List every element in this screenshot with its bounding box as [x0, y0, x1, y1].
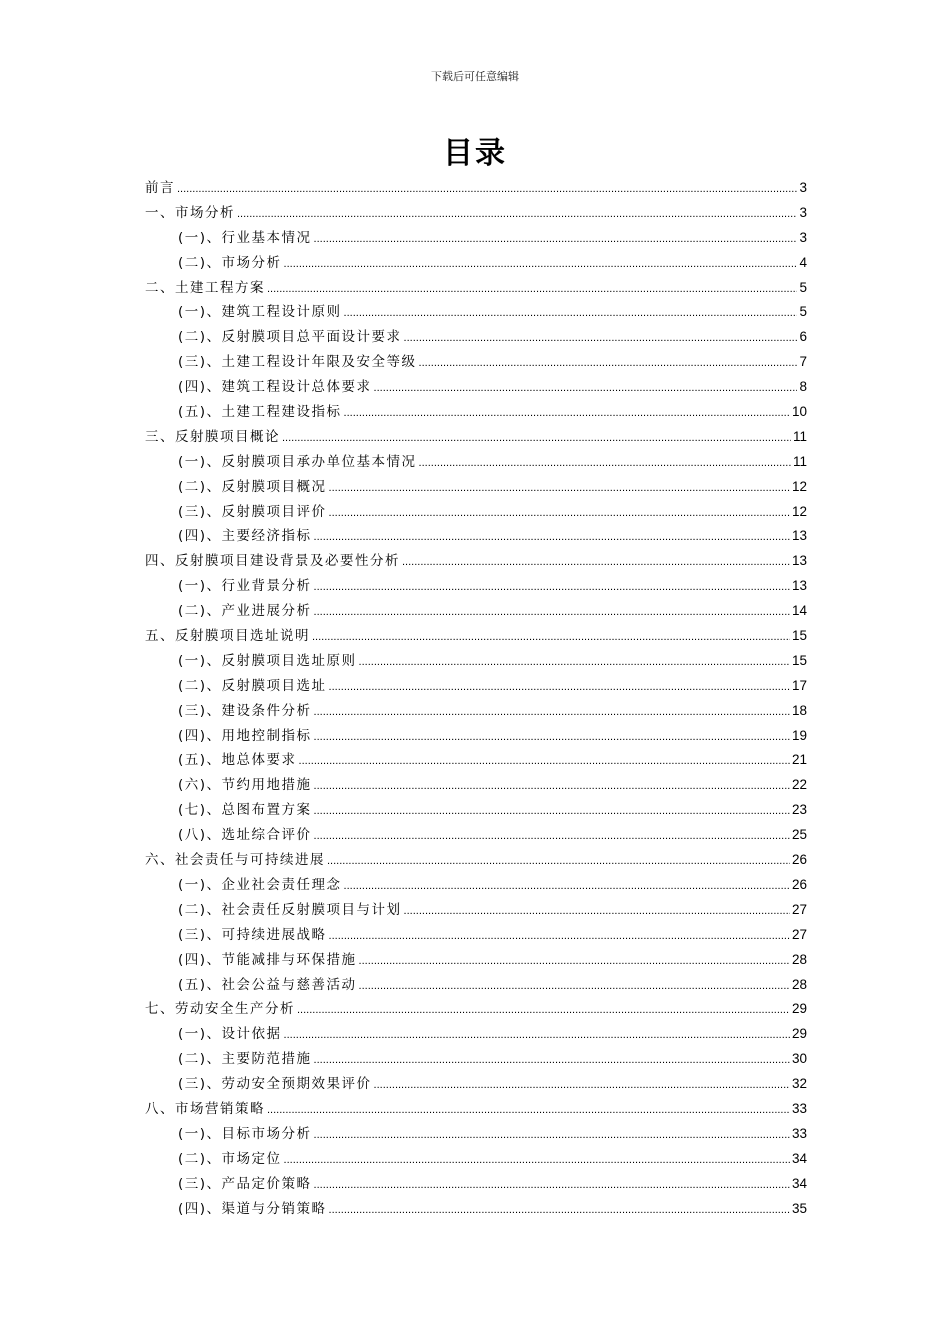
toc-entry-label: (一)、行业基本情况	[178, 229, 312, 246]
toc-dot-leader	[419, 351, 798, 376]
toc-entry[interactable]	[145, 350, 807, 375]
toc-entry-page-number: 28	[791, 951, 807, 967]
toc-entry-page-number: 27	[791, 926, 807, 942]
toc-entry-label: (三)、产品定价策略	[178, 1175, 312, 1192]
toc-dot-leader	[329, 1198, 790, 1223]
toc-entry[interactable]	[145, 1097, 807, 1122]
toc-dot-leader	[402, 550, 790, 575]
toc-entry-page-number: 4	[799, 254, 807, 270]
toc-entry[interactable]	[145, 724, 807, 749]
toc-entry-label: (四)、建筑工程设计总体要求	[178, 379, 372, 396]
toc-dot-leader	[284, 1023, 790, 1048]
toc-entry[interactable]	[145, 226, 807, 251]
toc-entry-page-number: 22	[791, 777, 807, 793]
toc-entry-label: (七)、总图布置方案	[178, 802, 312, 819]
toc-entry-page-number: 13	[791, 528, 807, 544]
page-header: 下载后可任意编辑	[431, 70, 519, 83]
toc-entry[interactable]	[145, 300, 807, 325]
toc-dot-leader	[359, 650, 790, 675]
toc-entry-label: (二)、反射膜项目总平面设计要求	[178, 329, 402, 346]
toc-entry-page-number: 30	[791, 1051, 807, 1067]
toc-entry[interactable]	[145, 1147, 807, 1172]
toc-entry-label: 四、反射膜项目建设背景及必要性分析	[145, 553, 400, 570]
toc-entry-page-number: 33	[791, 1125, 807, 1141]
toc-dot-leader	[314, 774, 790, 799]
toc-entry[interactable]	[145, 400, 807, 425]
toc-entry-page-number: 11	[792, 428, 807, 444]
toc-dot-leader	[297, 998, 790, 1023]
toc-entry-page-number: 29	[791, 1026, 807, 1042]
toc-dot-leader	[284, 252, 798, 277]
toc-entry-page-number: 34	[791, 1175, 807, 1191]
toc-entry-label: 一、市场分析	[145, 204, 235, 221]
toc-entry-page-number: 33	[791, 1100, 807, 1116]
toc-entry[interactable]	[145, 873, 807, 898]
toc-entry-page-number: 25	[791, 827, 807, 843]
toc-dot-leader	[267, 1098, 790, 1123]
toc-dot-leader	[404, 899, 790, 924]
toc-entry-label: 三、反射膜项目概论	[145, 428, 280, 445]
toc-entry-page-number: 35	[791, 1200, 807, 1216]
toc-entry-label: (二)、产业进展分析	[178, 603, 312, 620]
toc-entry-label: 二、土建工程方案	[145, 279, 265, 296]
toc-entry[interactable]	[145, 176, 807, 201]
toc-entry-page-number: 26	[791, 852, 807, 868]
toc-entry-label: (二)、市场分析	[178, 254, 282, 271]
toc-entry-page-number: 11	[792, 453, 807, 469]
toc-entry-label: (三)、土建工程设计年限及安全等级	[178, 354, 417, 371]
toc-entry[interactable]	[145, 450, 807, 475]
toc-entry[interactable]	[145, 1072, 807, 1097]
toc-entry-page-number: 8	[799, 379, 807, 395]
toc-entry-page-number: 3	[799, 204, 807, 220]
toc-entry[interactable]	[145, 649, 807, 674]
toc-entry-label: 前言	[145, 180, 175, 196]
toc-dot-leader	[237, 202, 797, 227]
toc-entry-label: (一)、企业社会责任理念	[178, 876, 342, 893]
toc-dot-leader	[314, 575, 790, 600]
toc-entry-page-number: 26	[791, 876, 807, 892]
toc-entry[interactable]	[145, 823, 807, 848]
toc-entry-label: (三)、反射膜项目评价	[178, 503, 327, 520]
toc-entry-label: (二)、反射膜项目选址	[178, 677, 327, 694]
toc-entry-page-number: 32	[791, 1076, 807, 1092]
toc-dot-leader	[344, 301, 798, 326]
toc-dot-leader	[327, 849, 790, 874]
toc-dot-leader	[177, 177, 797, 202]
toc-entry[interactable]	[145, 599, 807, 624]
toc-entry[interactable]	[145, 1197, 807, 1222]
toc-entry-page-number: 23	[791, 802, 807, 818]
toc-entry[interactable]	[145, 549, 807, 574]
toc-entry-label: 八、市场营销策略	[145, 1100, 265, 1117]
toc-entry-page-number: 27	[791, 901, 807, 917]
toc-entry-page-number: 5	[799, 279, 807, 295]
toc-dot-leader	[314, 1123, 790, 1148]
toc-entry-page-number: 17	[791, 677, 807, 693]
toc-entry[interactable]	[145, 699, 807, 724]
toc-entry-page-number: 10	[791, 404, 807, 420]
toc-entry[interactable]	[145, 923, 807, 948]
toc-entry-label: (二)、主要防范措施	[178, 1051, 312, 1068]
toc-entry[interactable]	[145, 624, 807, 649]
toc-entry-label: (五)、社会公益与慈善活动	[178, 976, 357, 993]
toc-dot-leader	[329, 924, 790, 949]
toc-entry-label: 五、反射膜项目选址说明	[145, 628, 310, 645]
toc-dot-leader	[314, 725, 790, 750]
toc-dot-leader	[359, 949, 790, 974]
toc-entry-label: (一)、反射膜项目选址原则	[178, 652, 357, 669]
toc-entry-label: (八)、选址综合评价	[178, 827, 312, 844]
toc-entry-label: (三)、劳动安全预期效果评价	[178, 1076, 372, 1093]
toc-entry[interactable]	[145, 524, 807, 549]
toc-entry-page-number: 13	[791, 578, 807, 594]
toc-entry[interactable]	[145, 375, 807, 400]
toc-entry[interactable]	[145, 201, 807, 226]
toc-dot-leader	[374, 1073, 790, 1098]
toc-entry-page-number: 12	[791, 503, 807, 519]
toc-dot-leader	[314, 525, 790, 550]
toc-entry-page-number: 19	[791, 727, 807, 743]
toc-entry[interactable]	[145, 574, 807, 599]
toc-entry[interactable]	[145, 1022, 807, 1047]
toc-entry-page-number: 34	[791, 1150, 807, 1166]
toc-dot-leader	[344, 401, 790, 426]
toc-entry-label: (二)、反射膜项目概况	[178, 478, 327, 495]
toc-dot-leader	[314, 227, 798, 252]
toc-entry-label: (二)、社会责任反射膜项目与计划	[178, 901, 402, 918]
toc-entry[interactable]	[145, 1122, 807, 1147]
toc-entry-label: (四)、渠道与分销策略	[178, 1200, 327, 1217]
toc-dot-leader	[404, 326, 798, 351]
toc-entry[interactable]	[145, 997, 807, 1022]
toc-entry[interactable]	[145, 475, 807, 500]
toc-dot-leader	[314, 799, 790, 824]
toc-entry-label: (四)、主要经济指标	[178, 528, 312, 545]
toc-entry-label: (五)、土建工程建设指标	[178, 404, 342, 421]
toc-entry-label: (六)、节约用地措施	[178, 777, 312, 794]
toc-dot-leader	[329, 501, 790, 526]
toc-entry-page-number: 3	[799, 229, 807, 245]
toc-entry[interactable]	[145, 1172, 807, 1197]
toc-entry-label: (四)、用地控制指标	[178, 727, 312, 744]
toc-entry[interactable]	[145, 948, 807, 973]
toc-entry[interactable]	[145, 1047, 807, 1072]
toc-entry[interactable]	[145, 748, 807, 773]
toc-entry[interactable]	[145, 773, 807, 798]
toc-entry-page-number: 13	[791, 553, 807, 569]
toc-dot-leader	[419, 451, 791, 476]
toc-entry-label: (五)、地总体要求	[178, 752, 297, 769]
toc-entry-label: (三)、可持续进展战略	[178, 926, 327, 943]
toc-entry-page-number: 12	[791, 478, 807, 494]
toc-entry-page-number: 15	[791, 628, 807, 644]
toc-entry-page-number: 21	[791, 752, 807, 768]
toc-dot-leader	[314, 700, 790, 725]
toc-entry-label: (一)、建筑工程设计原则	[178, 304, 342, 321]
toc-dot-leader	[359, 974, 790, 999]
toc-entry[interactable]	[145, 276, 807, 301]
toc-entry-page-number: 7	[799, 354, 807, 370]
toc-entry[interactable]	[145, 674, 807, 699]
toc-entry-page-number: 28	[791, 976, 807, 992]
toc-entry-label: (三)、建设条件分析	[178, 702, 312, 719]
toc-dot-leader	[314, 1048, 790, 1073]
toc-entry-label: (一)、反射膜项目承办单位基本情况	[178, 453, 417, 470]
toc-dot-leader	[299, 749, 790, 774]
toc-entry[interactable]	[145, 251, 807, 276]
toc-dot-leader	[282, 426, 791, 451]
toc-entry[interactable]	[145, 848, 807, 873]
toc-entry-label: (一)、设计依据	[178, 1026, 282, 1043]
toc-entry[interactable]	[145, 798, 807, 823]
toc-entry-label: (一)、目标市场分析	[178, 1125, 312, 1142]
toc-entry-page-number: 15	[791, 652, 807, 668]
table-of-contents	[145, 176, 807, 1221]
toc-dot-leader	[312, 625, 790, 650]
page-title: 目录	[443, 136, 507, 171]
toc-entry-label: 六、社会责任与可持续进展	[145, 852, 325, 869]
toc-entry[interactable]	[145, 973, 807, 998]
toc-entry-label: 七、劳动安全生产分析	[145, 1001, 295, 1018]
toc-dot-leader	[329, 476, 790, 501]
toc-entry-label: (一)、行业背景分析	[178, 578, 312, 595]
toc-dot-leader	[329, 675, 790, 700]
toc-dot-leader	[314, 600, 790, 625]
toc-entry[interactable]	[145, 325, 807, 350]
toc-entry-page-number: 14	[791, 603, 807, 619]
toc-entry[interactable]	[145, 425, 807, 450]
toc-dot-leader	[314, 1173, 790, 1198]
toc-dot-leader	[284, 1148, 790, 1173]
toc-dot-leader	[374, 376, 798, 401]
toc-entry-page-number: 5	[799, 304, 807, 320]
toc-entry[interactable]	[145, 898, 807, 923]
toc-entry-page-number: 18	[791, 702, 807, 718]
toc-dot-leader	[314, 824, 790, 849]
toc-entry-page-number: 3	[799, 180, 807, 195]
toc-dot-leader	[344, 874, 790, 899]
toc-entry-page-number: 29	[791, 1001, 807, 1017]
toc-entry[interactable]	[145, 500, 807, 525]
toc-dot-leader	[267, 277, 797, 302]
toc-entry-label: (四)、节能减排与环保措施	[178, 951, 357, 968]
toc-entry-page-number: 6	[799, 329, 807, 345]
toc-entry-label: (二)、市场定位	[178, 1150, 282, 1167]
